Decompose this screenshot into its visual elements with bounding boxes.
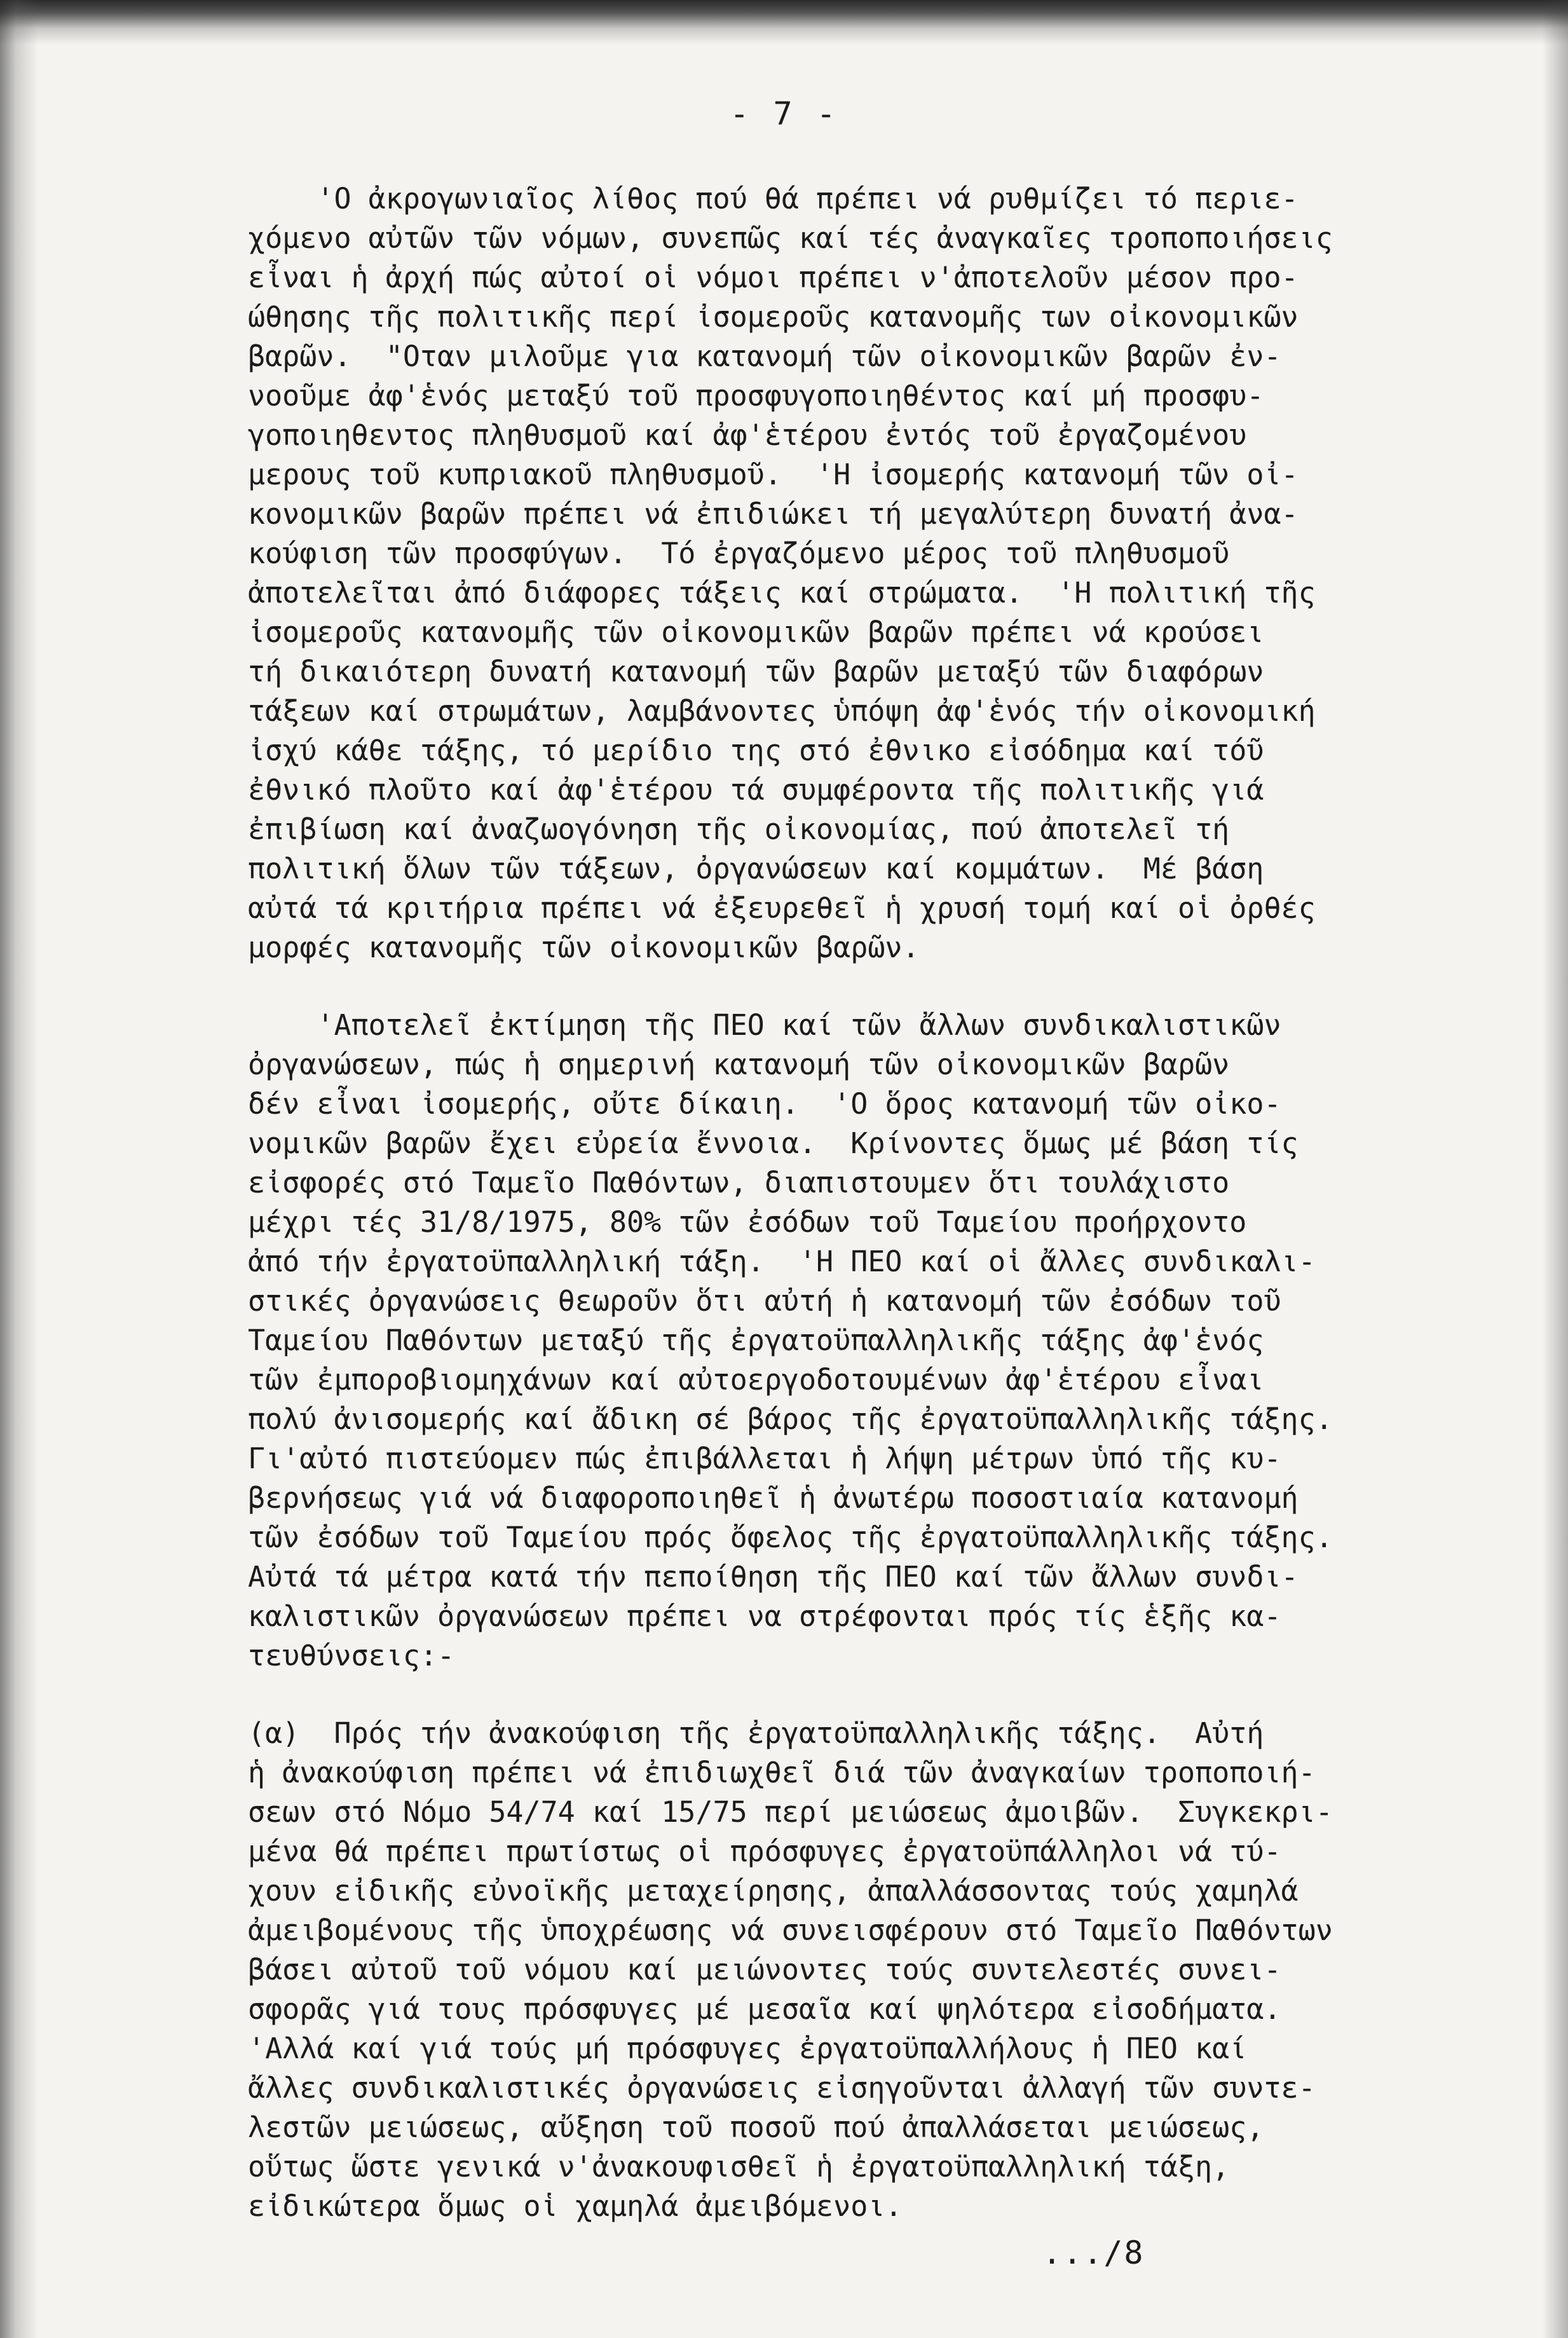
- text-line: βερνήσεως γιά νά διαφοροποιηθεῖ ἡ ἀνωτέρω ποσοστιαία κατανομή: [248, 1481, 1299, 1515]
- text-line: ἀποτελεῖται ἀπό διάφορες τάξεις καί στρώματα. 'Η πολιτική τῆς: [248, 576, 1316, 610]
- text-line: 'Αποτελεῖ ἐκτίμηση τῆς ΠΕΟ καί τῶν ἄλλων συνδικαλιστικῶν: [248, 1008, 1281, 1042]
- text-line: στικές ὀργανώσεις θεωροῦν ὅτι αὐτή ἡ κατανομή τῶν ἐσόδων τοῦ: [248, 1284, 1281, 1318]
- text-line: βαρῶν. "Οταν μιλοῦμε για κατανομή τῶν οἰκονομικῶν βαρῶν ἐν-: [248, 339, 1281, 373]
- paragraph-3: [248, 1714, 1494, 2226]
- text-line: τή δικαιότερη δυνατή κατανομή τῶν βαρῶν μεταξύ τῶν διαφόρων: [248, 655, 1264, 688]
- text-line: πολιτική ὅλων τῶν τάξεων, ὀργανώσεων καί κομμάτων. Μέ βάση: [248, 852, 1264, 885]
- text-line: μερους τοῦ κυπριακοῦ πληθυσμοῦ. 'Η ἰσομερής κατανομή τῶν οἰ-: [248, 458, 1299, 491]
- text-line: εἰσφορές στό Ταμεῖο Παθόντων, διαπιστουμεν ὅτι τουλάχιστο: [248, 1166, 1230, 1200]
- text-line: καλιστικῶν ὀργανώσεων πρέπει να στρέφονται πρός τίς ἑξῆς κα-: [248, 1599, 1281, 1633]
- text-line: Γι'αὐτό πιστεύομεν πώς ἐπιβάλλεται ἡ λήψη μέτρων ὑπό τῆς κυ-: [248, 1442, 1281, 1475]
- text-line: τῶν ἐμποροβιομηχάνων καί αὐτοεργοδοτουμένων ἀφ'ἑτέρου εἶναι: [248, 1363, 1264, 1397]
- text-line: ἐθνικό πλοῦτο καί ἀφ'ἑτέρου τά συμφέροντα τῆς πολιτικῆς γιά: [248, 773, 1264, 807]
- text-line: πολύ ἀνισομερής καί ἄδικη σέ βάρος τῆς ἐργατοϋπαλληλικῆς τάξης.: [248, 1402, 1333, 1436]
- continuation-marker: .../8: [1042, 2234, 1145, 2271]
- scan-left-edge: [0, 0, 38, 2338]
- text-line: βάσει αὐτοῦ τοῦ νόμου καί μειώνοντες τούς συντελεστές συνει-: [248, 1953, 1281, 1986]
- text-line: 'Αλλά καί γιά τούς μή πρόσφυγες ἐργατοϋπαλλήλους ἡ ΠΕΟ καί: [248, 2032, 1247, 2065]
- paragraph-2: [248, 1006, 1494, 1676]
- text-line: ἰσομεροῦς κατανομῆς τῶν οἰκονομικῶν βαρῶν πρέπει νά κρούσει: [248, 615, 1264, 649]
- text-line: μένα θά πρέπει πρωτίστως οἱ πρόσφυγες ἐργατοϋπάλληλοι νά τύ-: [248, 1835, 1281, 1868]
- text-line: ἀπό τήν ἐργατοϋπαλληλική τάξη. 'Η ΠΕΟ καί οἱ ἄλλες συνδικαλι-: [248, 1245, 1316, 1278]
- text-line: εἶναι ἡ ἀρχή πώς αὐτοί οἱ νόμοι πρέπει ν'ἀποτελοῦν μέσον προ-: [248, 261, 1299, 294]
- text-line: σφορᾶς γιά τους πρόσφυγες μέ μεσαῖα καί ψηλότερα εἰσοδήματα.: [248, 1992, 1281, 2026]
- text-line: κονομικῶν βαρῶν πρέπει νά ἐπιδιώκει τή μεγαλύτερη δυνατή ἀνα-: [248, 497, 1299, 531]
- paragraph-1: [248, 179, 1494, 967]
- text-line: οὕτως ὥστε γενικά ν'ἀνακουφισθεῖ ἡ ἐργατοϋπαλληλική τάξη,: [248, 2150, 1230, 2184]
- text-line: ἡ ἀνακούφιση πρέπει νά ἐπιδιωχθεῖ διά τῶν ἀναγκαίων τροποποιή-: [248, 1756, 1316, 1789]
- text-line: τάξεων καί στρωμάτων, λαμβάνοντες ὑπόψη ἀφ'ἑνός τήν οἰκονομική: [248, 694, 1316, 728]
- text-line: μέχρι τές 31/8/1975, 80% τῶν ἐσόδων τοῦ Ταμείου προήρχοντο: [248, 1205, 1247, 1239]
- text-line: ἄλλες συνδικαλιστικές ὀργανώσεις εἰσηγοῦνται ἀλλαγή τῶν συντε-: [248, 2071, 1316, 2105]
- scan-top-edge: [0, 0, 1568, 44]
- text-line: χόμενο αὐτῶν τῶν νόμων, συνεπῶς καί τές ἀναγκαῖες τροποποιήσεις: [248, 221, 1333, 255]
- text-line: εἰδικώτερα ὅμως οἱ χαμηλά ἀμειβόμενοι.: [248, 2189, 903, 2223]
- scan-right-edge: [1543, 0, 1568, 2338]
- text-line: ἰσχύ κάθε τάξης, τό μερίδιο της στό ἐθνικο εἰσόδημα καί τόῦ: [248, 734, 1264, 767]
- text-line: μορφές κατανομῆς τῶν οἰκονομικῶν βαρῶν.: [248, 931, 920, 964]
- document-body: [248, 179, 1494, 2264]
- text-line: ἀμειβομένους τῆς ὑποχρέωσης νά συνεισφέρουν στό Ταμεῖο Παθόντων: [248, 1913, 1333, 1947]
- text-line: 'Ο ἀκρογωνιαῖος λίθος πού θά πρέπει νά ρυθμίζει τό περιε-: [248, 182, 1299, 215]
- text-line: γοποιηθεντος πληθυσμοῦ καί ἀφ'ἑτέρου ἐντός τοῦ ἐργαζομένου: [248, 418, 1247, 452]
- text-line: (α) Πρός τήν ἀνακούφιση τῆς ἐργατοϋπαλληλικῆς τάξης. Αὐτή: [248, 1716, 1264, 1750]
- text-line: νομικῶν βαρῶν ἔχει εὐρεία ἔννοια. Κρίνοντες ὅμως μέ βάση τίς: [248, 1126, 1299, 1160]
- text-line: Ταμείου Παθόντων μεταξύ τῆς ἐργατοϋπαλληλικῆς τάξης ἀφ'ἑνός: [248, 1323, 1264, 1357]
- text-line: δέν εἶναι ἰσομερής, οὔτε δίκαιη. 'Ο ὅρος κατανομή τῶν οἰκο-: [248, 1087, 1281, 1121]
- text-line: Αὐτά τά μέτρα κατά τήν πεποίθηση τῆς ΠΕΟ καί τῶν ἄλλων συνδι-: [248, 1560, 1299, 1594]
- text-line: τευθύνσεις:-: [248, 1639, 455, 1672]
- text-line: ώθησης τῆς πολιτικῆς περί ἰσομεροῦς κατανομῆς των οἰκονομικῶν: [248, 300, 1299, 334]
- text-line: σεων στό Νόμο 54/74 καί 15/75 περί μειώσεως ἀμοιβῶν. Συγκεκρι-: [248, 1795, 1333, 1829]
- text-line: λεστῶν μειώσεως, αὔξηση τοῦ ποσοῦ πού ἀπαλλάσεται μειώσεως,: [248, 2110, 1264, 2144]
- page-number: - 7 -: [730, 95, 838, 132]
- text-line: ἐπιβίωση καί ἀναζωογόνηση τῆς οἰκονομίας, πού ἀποτελεῖ τή: [248, 812, 1230, 846]
- text-line: νοοῦμε ἀφ'ἑνός μεταξύ τοῦ προσφυγοποιηθέντος καί μή προσφυ-: [248, 379, 1264, 413]
- text-line: ὀργανώσεων, πώς ἡ σημερινή κατανομή τῶν οἰκονομικῶν βαρῶν: [248, 1048, 1230, 1081]
- text-line: τῶν ἐσόδων τοῦ Ταμείου πρός ὄφελος τῆς ἐργατοϋπαλληλικῆς τάξης.: [248, 1521, 1333, 1554]
- text-line: χουν εἰδικῆς εὐνοϊκῆς μεταχείρησης, ἀπαλλάσσοντας τούς χαμηλά: [248, 1874, 1299, 1908]
- text-line: κούφιση τῶν προσφύγων. Τό ἐργαζόμενο μέρος τοῦ πληθυσμοῦ: [248, 537, 1230, 570]
- text-line: αὐτά τά κριτήρια πρέπει νά ἐξευρεθεῖ ἡ χρυσή τομή καί οἱ ὀρθές: [248, 891, 1316, 925]
